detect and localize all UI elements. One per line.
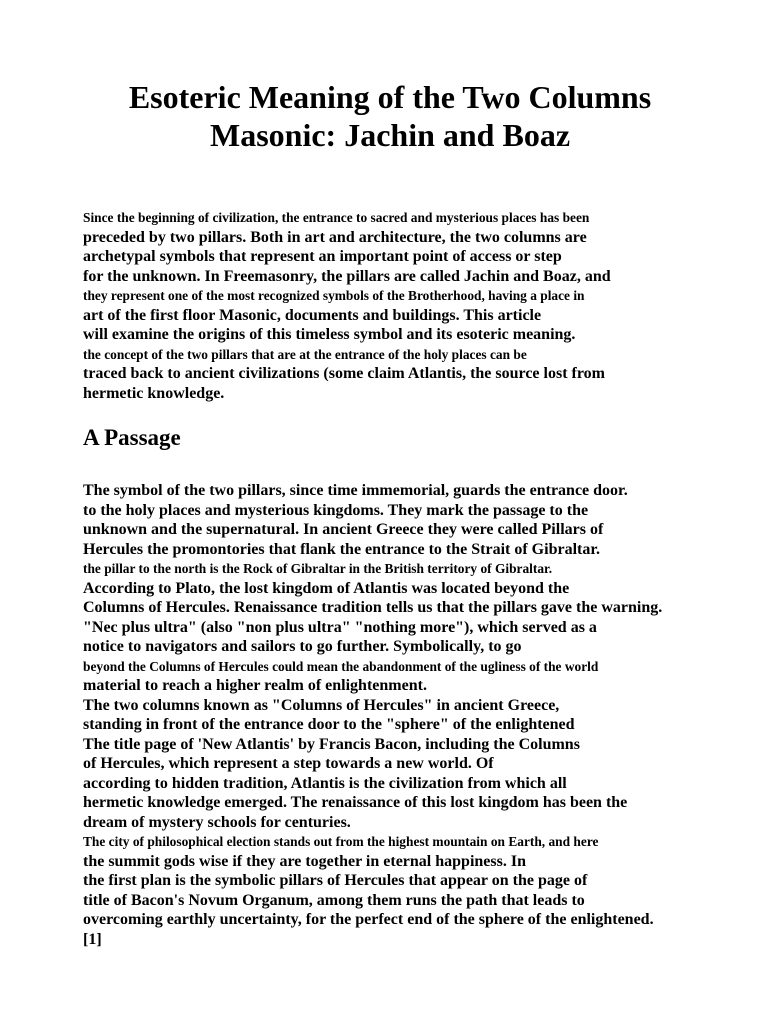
text-line: The title page of 'New Atlantis' by Francis Bacon, including the Columns <box>83 735 580 753</box>
text-line: dream of mystery schools for centuries. <box>83 813 351 831</box>
title-line: Masonic: Jachin and Boaz <box>209 117 571 153</box>
text-line: notice to navigators and sailors to go further. Symbolically, to go <box>83 638 522 655</box>
text-line: they represent one of the most recognized symbols of the Brotherhood, having a place in <box>83 288 585 303</box>
text-line: will examine the origins of this timeless symbol and its esoteric meaning. <box>83 326 576 343</box>
text-line: The city of philosophical election stands out from the highest mountain on Earth, and here <box>83 834 599 849</box>
title-line: Esoteric Meaning of the Two Columns <box>128 79 652 115</box>
text-line: overcoming earthly uncertainty, for the perfect end of the sphere of the enlightened. <box>83 911 654 928</box>
text-line: preceded by two pillars. Both in art and architecture, the two columns are <box>83 228 587 246</box>
document-title <box>0 78 768 154</box>
text-line: The symbol of the two pillars, since time immemorial, guards the entrance door. <box>83 482 628 499</box>
text-line: material to reach a higher realm of enlightenment. <box>83 677 427 694</box>
text-line: standing in front of the entrance door to the "sphere" of the enlightened <box>83 716 575 733</box>
text-line: archetypal symbols that represent an important point of access or step <box>83 248 562 265</box>
text-line: art of the first floor Masonic, documents and buildings. This article <box>83 306 542 324</box>
text-line: the first plan is the symbolic pillars of Hercules that appear on the page of <box>83 872 588 889</box>
text-line: to the holy places and mysterious kingdoms. They mark the passage to the <box>83 501 589 519</box>
text-line: hermetic knowledge emerged. The renaissance of this lost kingdom has been the <box>83 794 628 811</box>
text-line: Columns of Hercules. Renaissance tradition tells us that the pillars gave the warning. <box>83 599 663 616</box>
text-line: Since the beginning of civilization, the entrance to sacred and mysterious places has been <box>83 210 590 225</box>
text-line: [1] <box>83 930 102 948</box>
text-line: According to Plato, the lost kingdom of Atlantis was located beyond the <box>83 579 570 597</box>
text-line: title of Bacon's Novum Organum, among them runs the path that leads to <box>83 891 585 909</box>
text-line: of Hercules, which represent a step towards a new world. Of <box>83 755 494 772</box>
section-heading: A Passage <box>83 425 181 450</box>
text-line: for the unknown. In Freemasonry, the pillars are called Jachin and Boaz, and <box>83 267 611 285</box>
text-line: The two columns known as "Columns of Hercules" in ancient Greece, <box>83 696 560 714</box>
text-line: according to hidden tradition, Atlantis is the civilization from which all <box>83 774 567 792</box>
text-line: the concept of the two pillars that are at the entrance of the holy places can be <box>83 346 527 362</box>
text-line: Hercules the promontories that flank the entrance to the Strait of Gibraltar. <box>83 540 600 558</box>
passage-paragraph <box>83 481 763 949</box>
text-line: the pillar to the north is the Rock of Gibraltar in the British territory of Gibraltar. <box>83 561 553 576</box>
text-line: beyond the Columns of Hercules could mean the abandonment of the ugliness of the world <box>83 658 599 674</box>
text-line: the summit gods wise if they are together in eternal happiness. In <box>83 852 526 870</box>
text-line: hermetic knowledge. <box>83 384 225 402</box>
text-line: traced back to ancient civilizations (some claim Atlantis, the source lost from <box>83 365 605 382</box>
intro-paragraph <box>83 208 763 403</box>
text-line: "Nec plus ultra" (also "non plus ultra" "nothing more"), which served as a <box>83 618 597 636</box>
text-line: unknown and the supernatural. In ancient Greece they were called Pillars of <box>83 521 604 538</box>
